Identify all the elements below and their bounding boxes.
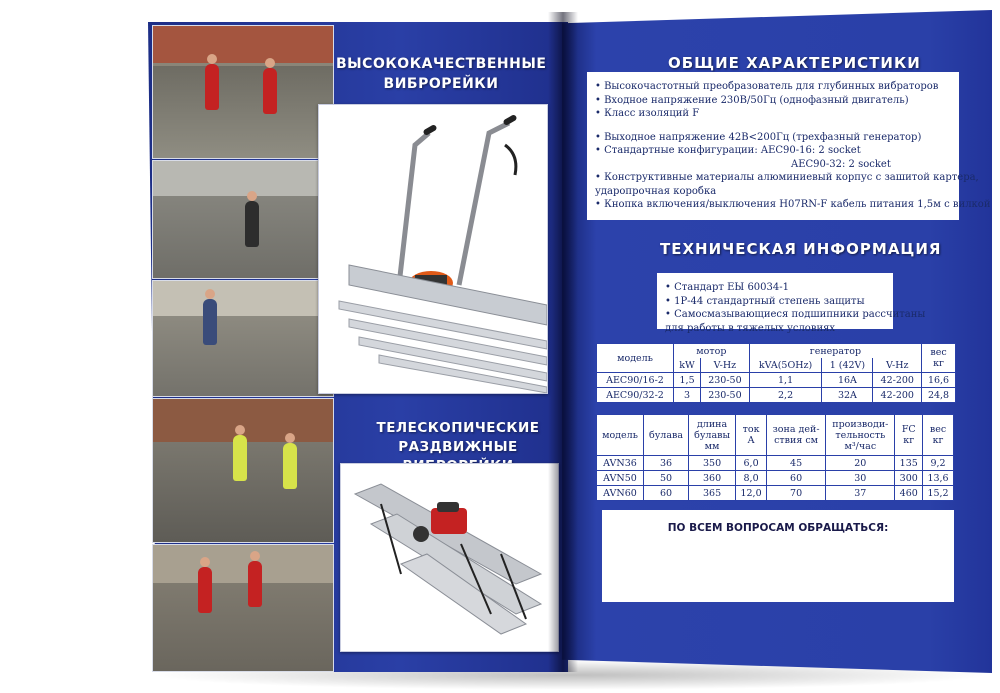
table-header [643,415,688,456]
header-line: мм [704,440,720,452]
aec-spec-table [596,343,956,403]
table-row [597,456,954,471]
heading-line: ВИБРОРЕЙКИ [383,76,499,92]
heading-high-quality-screeds [336,54,546,94]
construction-photo-2 [152,160,334,279]
tech-item: • 1Р-44 стандартный степень защиты [665,295,893,309]
table-row [597,388,956,403]
table-cell: AVN36 [597,456,644,471]
table-cell: 16A [822,373,873,388]
contact-title: ПО ВСЕМ ВОПРОСАМ ОБРАЩАТЬСЯ: [667,522,889,534]
tech-item: • Стандарт ЕЫ 60034-1 [665,281,893,295]
table-header [597,415,644,456]
table-cell: AEC90/32-2 [597,388,674,403]
table-cell: AVN60 [597,486,644,501]
table-cell: 8,0 [736,471,767,486]
header-line: модель [602,429,638,441]
general-item: • Класс изоляций F [595,107,959,121]
header-line: зона дей- [772,424,820,435]
table-cell: 460 [895,486,923,501]
general-item: • Конструктивные материалы алюминиевый корпус с зашитой картера, [595,171,959,185]
heading-line: ТЕЛЕСКОПИЧЕСКИЕ [376,420,540,436]
table-cell: 230-50 [701,388,750,403]
table-header: модель [597,344,674,373]
table-cell: 24,8 [922,388,956,403]
table-cell: 9,2 [923,456,954,471]
header-line: кг [903,435,915,446]
table-cell: 60 [767,471,826,486]
table-subheader: kVA(5OHz) [749,358,822,373]
product-image-telescopic-screed [340,463,559,652]
general-item: ударопрочная коробка [595,185,717,197]
table-cell: 30 [826,471,895,486]
table-cell: 3 [674,388,701,403]
table-subheader: V-Hz [873,358,922,373]
table-cell: 360 [689,471,736,486]
table-cell: 37 [826,486,895,501]
table-header [922,344,956,373]
header-line: ток [742,424,760,435]
technical-info-panel [657,273,926,334]
table-cell: 300 [895,471,923,486]
construction-photo-1 [152,25,334,159]
header-line: вес [929,424,947,435]
table-cell: 135 [895,456,923,471]
tech-item: • Самосмазывающиеся подшипники рассчитаны [665,308,893,322]
table-cell: 45 [767,456,826,471]
header-line: кг [933,358,944,369]
table-subheader: 1 (42V) [822,358,873,373]
table-cell: 32A [822,388,873,403]
construction-photo-5 [152,544,334,672]
header-line: A [747,435,755,446]
table-header: мотор [674,344,750,359]
table-cell: 1,5 [674,373,701,388]
table-cell: 50 [643,471,688,486]
table-cell: 2,2 [749,388,822,403]
header-line: длина [696,418,728,430]
table-header [923,415,954,456]
general-characteristics-title: ОБЩИЕ ХАРАКТЕРИСТИКИ [668,54,921,72]
general-characteristics-panel [587,72,991,220]
header-line: вес [930,347,947,358]
table-header [895,415,923,456]
general-item: • Кнопка включения/выключения H07RN-F кабель питания 1,5м с вилкой [595,198,959,212]
header-line: FC [901,424,916,435]
table-cell: 20 [826,456,895,471]
construction-photo-3 [152,280,334,397]
table-subheader: V-Hz [701,358,750,373]
table-cell: 70 [767,486,826,501]
table-cell: AEC90/16-2 [597,373,674,388]
header-line: булава [648,429,683,441]
table-cell: 16,6 [922,373,956,388]
table-cell: 36 [643,456,688,471]
spine-fold [548,12,578,672]
table-cell: AVN50 [597,471,644,486]
header-line: кг [932,435,944,446]
table-row [597,471,954,486]
header-line: м³/час [844,440,877,452]
tech-item: для работы в тяжелых условиях [665,322,836,334]
heading-line: РАЗДВИЖНЫЕ [398,439,518,455]
header-line: тельность [835,429,886,441]
table-cell: 12,0 [736,486,767,501]
table-cell: 230-50 [701,373,750,388]
general-item: AEC90-32: 2 socket [791,158,891,170]
table-cell: 15,2 [923,486,954,501]
table-cell: 60 [643,486,688,501]
table-cell: 365 [689,486,736,501]
avn-spec-table [596,414,954,501]
table-header [767,415,826,456]
header-line: булавы [694,429,731,441]
vibrating-screed-product-icon [319,105,547,393]
table-header [689,415,736,456]
table-cell: 42-200 [873,388,922,403]
table-cell: 13,6 [923,471,954,486]
table-cell: 42-200 [873,373,922,388]
table-header [736,415,767,456]
telescopic-screed-product-icon [341,464,558,651]
table-header [826,415,895,456]
table-row [597,373,956,388]
product-image-vibrating-screed [318,104,548,394]
technical-info-title: ТЕХНИЧЕСКАЯ ИНФОРМАЦИЯ [660,240,942,258]
heading-line: ВЫСОКОКАЧЕСТВЕННЫЕ [336,56,547,72]
table-subheader: kW [674,358,701,373]
general-item: • Выходное напряжение 42В<200Гц (трехфазный генератор) [595,131,959,145]
construction-photo-4 [152,398,334,543]
table-header: генератор [749,344,921,359]
general-item: • Входное напряжение 230В/50Гц (однофазный двигатель) [595,94,959,108]
table-cell: 1,1 [749,373,822,388]
contact-panel [602,510,954,602]
header-line: ствия см [774,435,819,446]
header-line: производи- [832,418,889,430]
table-row [597,486,954,501]
table-cell: 6,0 [736,456,767,471]
table-cell: 350 [689,456,736,471]
general-item: • Высокочастотный преобразователь для глубинных вибраторов [595,80,959,94]
general-item: • Стандартные конфигурации: AEC90-16: 2 socket [595,144,959,158]
